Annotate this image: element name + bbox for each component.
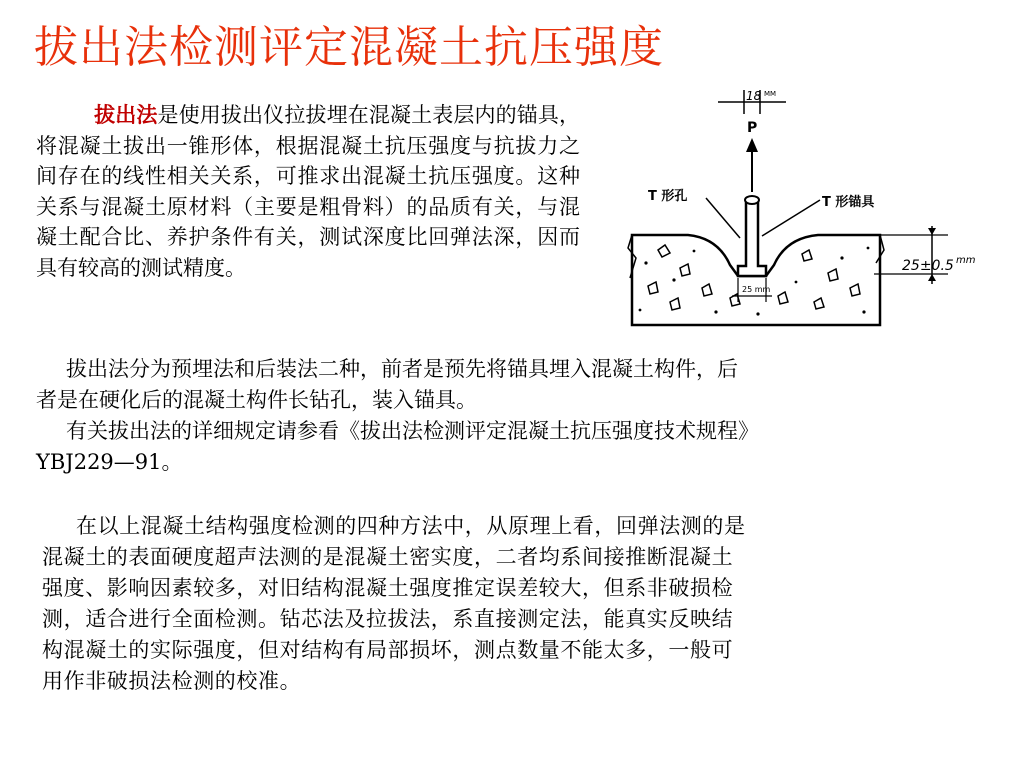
force-arrow-head [746, 138, 758, 152]
comparison-paragraph [42, 511, 982, 697]
para2-line1: 拔出法分为预埋法和后装法二种，前者是预先将锚具埋入混凝土构件，后 [66, 357, 738, 381]
pullout-method-paragraph [36, 354, 996, 478]
hole-label: T 形孔 [648, 189, 688, 204]
para3-line: 强度、影响因素较多，对旧结构混凝土强度推定误差较大，但系非破损检 [42, 576, 734, 600]
intro-text: 是使用拔出仪拉拔埋在混凝土表层内的锚具，将混凝土拔出一锥形体，根据混凝土抗压强度与抗拔力之间存在的线性相关关系，可推求出混凝土抗压强度。这种关系与混凝土原材料（主要是粗骨料）的品质有关，与混凝土配合比、养护条件有关，测试深度比回弹法深，因而具有较高的测试精度。 [36, 103, 581, 280]
depth-unit: mm [956, 255, 976, 266]
para3-line: 测，适合进行全面检测。钻芯法及拉拔法，系直接测定法，能真实反映结 [42, 607, 734, 631]
intro-lead-term: 拔出法 [94, 102, 158, 127]
anchor-leader [762, 200, 820, 236]
para2-line4: YBJ229—91。 [36, 450, 183, 474]
dim-top-label: 18 [746, 89, 762, 103]
depth-arrow-bottom [928, 274, 936, 281]
para2-line2: 者是在硬化后的混凝土构件长钻孔，装入锚具。 [36, 388, 477, 412]
para3-line: 构混凝土的实际强度，但对结构有局部损坏，测点数量不能太多，一般可 [42, 638, 734, 662]
t-anchor-head [738, 197, 766, 276]
intro-paragraph [36, 100, 580, 283]
depth-arrow-top [928, 228, 936, 235]
dim-bottom-label: 25 mm [742, 285, 771, 294]
t-anchor-top [745, 196, 759, 204]
para3-line: 混凝土的表面硬度超声法测的是混凝土密实度，二者均系间接推断混凝土 [42, 545, 734, 569]
para3-line: 在以上混凝土结构强度检测的四种方法中，从原理上看，回弹法测的是 [76, 514, 746, 538]
para3-line: 用作非破损法检测的校准。 [42, 669, 302, 693]
page-title: 拔出法检测评定混凝土抗压强度 [34, 22, 664, 73]
anchor-label: T 形锚具 [822, 195, 875, 210]
force-label: P [747, 120, 758, 136]
depth-label: 25±0.5 [902, 258, 954, 274]
para2-line3: 有关拔出法的详细规定请参看《拔出法检测评定混凝土抗压强度技术规程》 [66, 419, 759, 443]
hole-leader [706, 198, 740, 238]
dim-top-unit: MM [764, 90, 777, 98]
pullout-anchor-diagram [618, 88, 990, 336]
